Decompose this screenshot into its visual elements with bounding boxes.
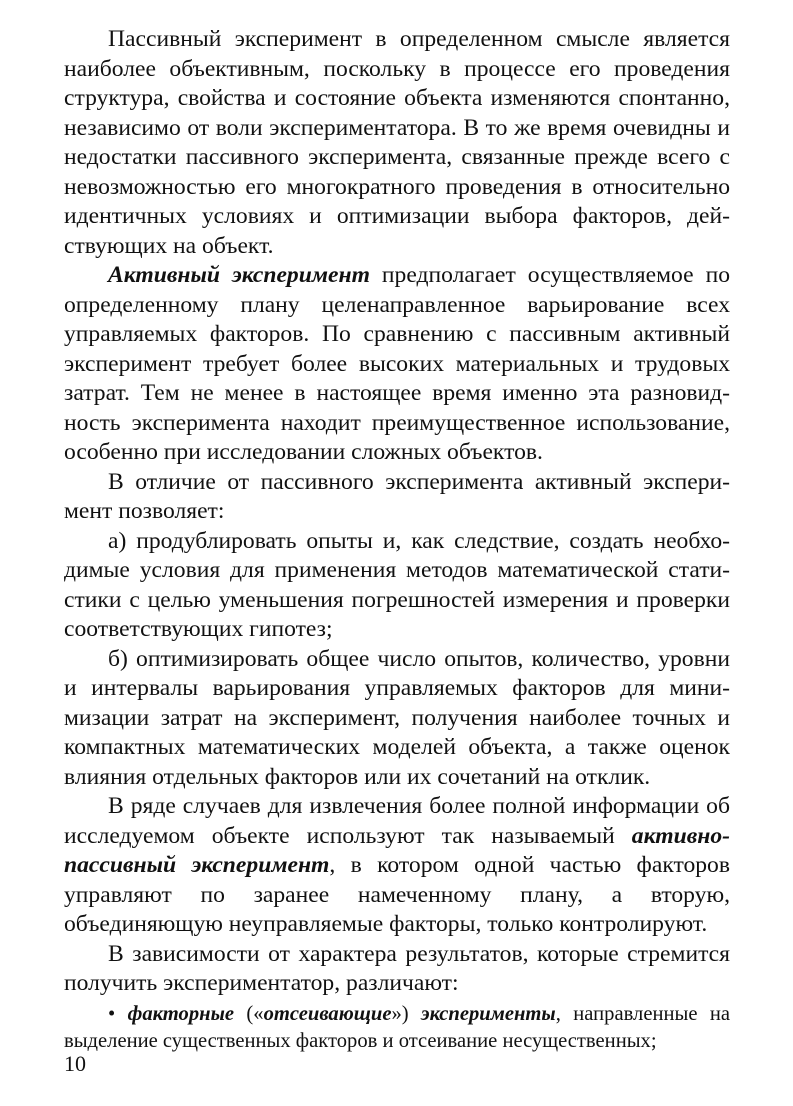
- term-factor: факторные: [127, 1002, 235, 1025]
- paragraph-text: В отличие от пассивного эксперимента активный эксперимент позволяет:: [64, 468, 730, 524]
- paragraph-text: а) продублировать опыты и, как следствие, создать необходимые условия для применения методов математической статистики с целью уменьшения погрешностей измерения и проверки соответствующих гипотез;: [64, 527, 730, 642]
- paragraph-active-experiment: [64, 261, 730, 468]
- paragraph-text: В зависимости от характера результатов, которые стремится получить экспериментатор, различают:: [64, 940, 730, 996]
- paragraph-text: Пассивный эксперимент в определенном смысле является наиболее объективным, поскольку в процессе его проведения структура, свойства и состояние объекта изменяются спонтанно, независимо от воли экспериментатора. В то же время очевидны и недостатки пассивного эксперимента, связанные прежде всего с невозможностью его многократного проведения в относительно идентичных условиях и оптимизации выбора факторов, действующих на объект.: [64, 26, 730, 259]
- paragraph-text: , направленные на выделение существенных факторов и отсеивание несущественных;: [64, 1002, 731, 1052]
- paragraph-passive-experiment: [64, 25, 730, 261]
- list-item-a: [64, 527, 730, 645]
- paragraph-text: б) оптимизировать общее число опытов, количество, уровни и интервалы варьирования управляемых факторов для минимизации затрат на эксперимент, получения наиболее точных и компактных математических моделей объекта, а также оценок влияния отдельных факторов или их сочетаний на отклик.: [64, 645, 730, 790]
- paragraph-classification-intro: [64, 940, 730, 999]
- paragraph-text: («: [234, 1002, 264, 1025]
- page-number: 10: [64, 1051, 86, 1076]
- term-experiments: эксперименты: [421, 1002, 556, 1025]
- bullet-marker: •: [108, 1002, 128, 1025]
- list-item-b: [64, 645, 730, 793]
- paragraph-active-allows: [64, 468, 730, 527]
- paragraph-text: »): [391, 1002, 422, 1025]
- term-active-passive-experiment: активно-пассивный эксперимент: [64, 822, 730, 878]
- paragraph-text: , в котором одной частью факторов управляют по заранее намеченному плану, а вторую, объединяющую неуправляемые факторы, только контролируют.: [64, 852, 730, 937]
- paragraph-active-passive: [64, 792, 730, 940]
- page-body: [64, 25, 730, 1055]
- term-screening: отсеивающие: [263, 1002, 392, 1025]
- bullet-factor-experiments: [64, 1001, 730, 1055]
- term-active-experiment: Активный эксперимент: [108, 262, 370, 288]
- paragraph-text: предполагает осуществляемое по определенному плану целенаправленное варьирование всех управляемых факторов. По сравнению с пассивным активный эксперимент требует более высоких материальных и трудовых затрат. Тем не менее в настоящее время именно эта разновидность эксперимента находит преимущественное использование, особенно при исследовании сложных объектов.: [64, 262, 731, 465]
- paragraph-text: В ряде случаев для извлечения более полной информации об исследуемом объекте используют так называемый: [64, 793, 730, 849]
